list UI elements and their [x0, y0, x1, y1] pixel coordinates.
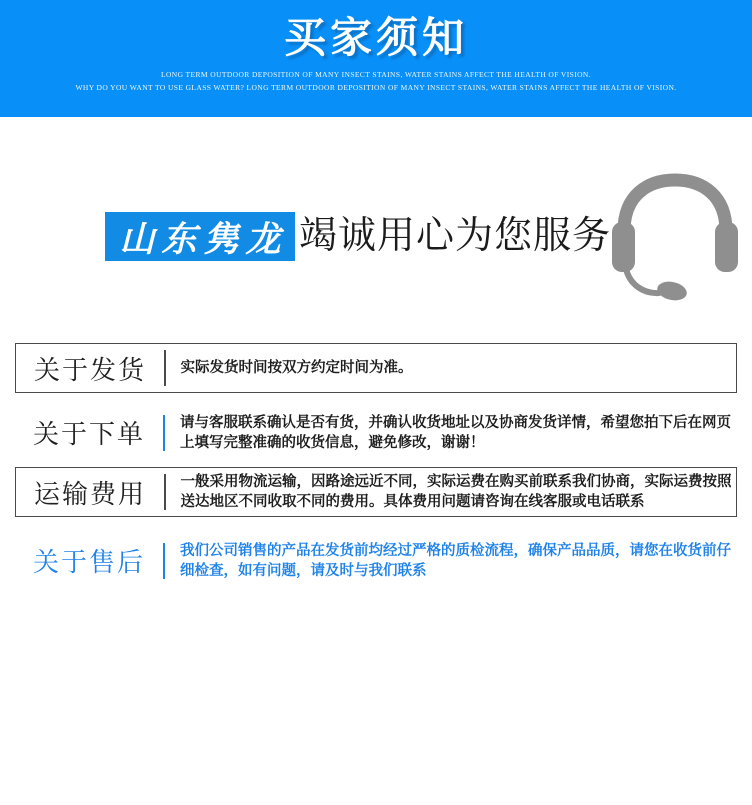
- notice-content-aftersales: 我们公司销售的产品在发货前均经过严格的质检流程，确保产品品质，请您在收货前仔细检查，如有问题，请及时与我们联系: [180, 542, 731, 579]
- brand-name-badge: [105, 212, 295, 261]
- notice-label-shipping: 关于发货: [33, 355, 146, 385]
- banner: [0, 0, 752, 117]
- notice-content-freight: 一般采用物流运输，因路途远近不同，实际运费在购买前联系我们协商，实际运费按照送达地区不同收取不同的费用。具体费用问题请咨询在线客服或电话联系: [180, 474, 732, 510]
- headset-icon: [600, 167, 750, 309]
- page-title: 买家须知: [283, 13, 468, 62]
- brand-slogan: 竭诚用心为您服务: [299, 215, 612, 257]
- notice-row-aftersales: [15, 532, 737, 589]
- notice-label-freight: 运输费用: [33, 479, 146, 509]
- notice-row-shipping: [15, 343, 737, 393]
- notice-label-aftersales: 关于售后: [32, 548, 145, 577]
- notice-list: [15, 343, 737, 589]
- notice-label-ordering: 关于下单: [32, 420, 145, 449]
- brand-name: 山东隽龙: [119, 219, 288, 259]
- notice-row-ordering: [15, 404, 737, 461]
- notice-row-freight: [15, 467, 737, 517]
- notice-content-shipping: 实际发货时间按双方约定时间为准。: [180, 360, 413, 376]
- banner-subtitle-line2: WHY DO YOU WANT TO USE GLASS WATER? LONG TERM OUTDOOR DEPOSITION OF MANY INSECT STAINS, WATER STAINS AFFECT THE HEALTH OF VISION.: [75, 83, 677, 92]
- notice-content-ordering: 请与客服联系确认是否有货，并确认收货地址以及协商发货详情，希望您拍下后在网页上填写完整准确的收货信息，避免修改，谢谢！: [180, 414, 731, 451]
- brand-section: [0, 117, 752, 330]
- banner-subtitle-line1: LONG TERM OUTDOOR DEPOSITION OF MANY INSECT STAINS, WATER STAINS AFFECT THE HEALTH OF VISION.: [160, 70, 592, 79]
